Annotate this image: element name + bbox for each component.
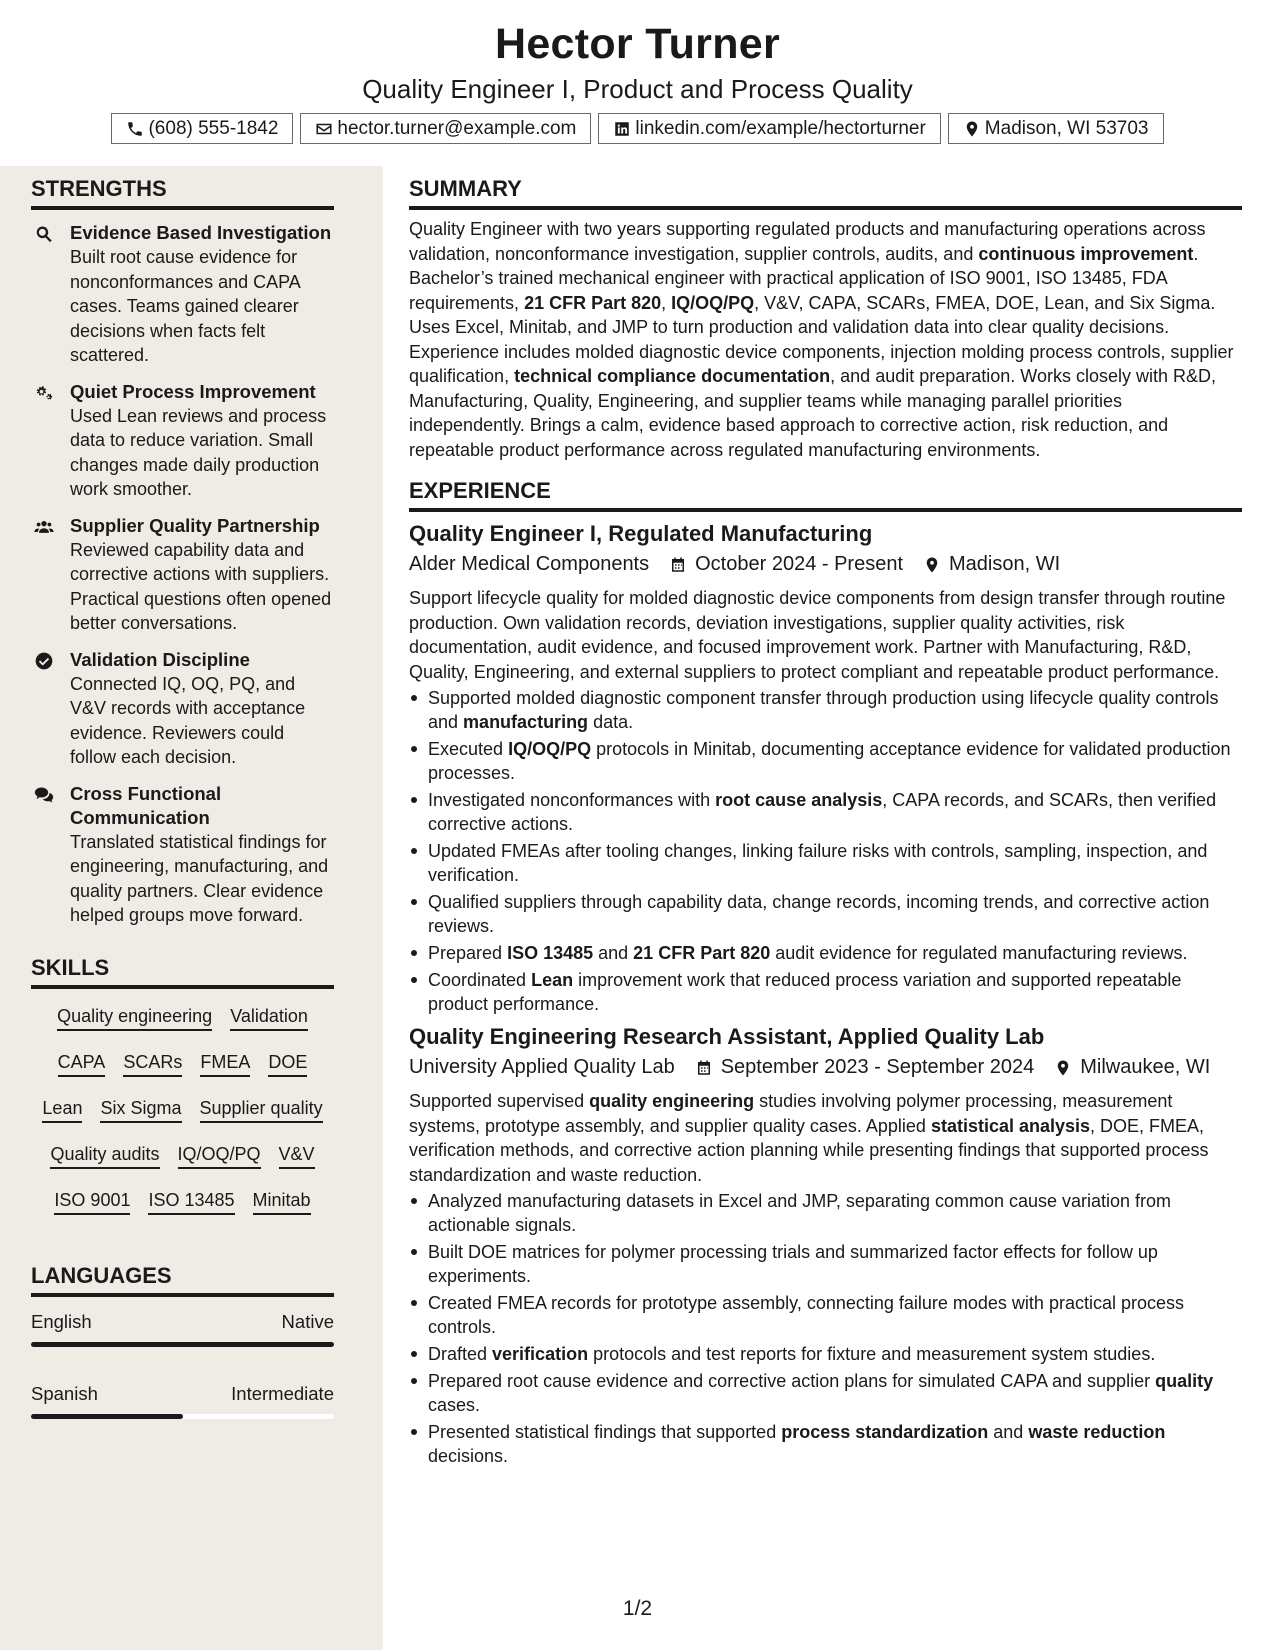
job-entry [409,1024,1242,1468]
linkedin-icon [613,120,631,138]
text-run: Analyzed manufacturing datasets in Excel and JMP, separating common cause variation from actionable signals. [428,1191,1172,1235]
bullet-item [409,1189,1242,1237]
bullet-item [409,890,1242,938]
contact-phone-text: (608) 555-1842 [148,117,279,139]
calendar-icon [695,1058,713,1078]
skill-tag: ISO 9001 [54,1189,130,1215]
text-run: Prepared root cause evidence and corrective action plans for simulated CAPA and supplier [428,1371,1156,1391]
language-proficiency-bar [31,1342,334,1347]
strength-description: Translated statistical findings for engineering, manufacturing, and quality partners. Clear evidence helped groups move forward. [70,831,329,925]
skill-tag: SCARs [123,1051,182,1077]
job-bullets [409,686,1242,1016]
contact-location-text: Madison, WI 53703 [984,117,1149,139]
language-item [31,1311,334,1347]
search-icon [33,224,55,244]
job-meta [409,553,1242,576]
skill-tag: Quality audits [50,1143,159,1169]
contact-linkedin-text: linkedin.com/example/hectorturner [635,117,926,139]
text-run: decisions. [428,1446,509,1466]
text-run: , [661,292,672,313]
bold-text: verification [492,1344,589,1364]
bold-text: IQ/OQ/PQ [508,739,592,759]
bold-text: 21 CFR Part 820 [633,943,771,963]
language-name: English [31,1311,92,1332]
strength-item [31,648,334,770]
skill-tag: V&V [279,1143,315,1169]
comments-icon [33,785,55,805]
bold-text: technical compliance documentation [514,366,831,386]
bold-text: ISO 13485 [507,943,594,963]
contact-email[interactable] [300,113,591,144]
calendar-icon [669,555,687,575]
text-run: studies involving polymer processing, measurement systems, prototype assembly, and supplier quality cases. Applied [409,1091,1173,1136]
bold-text: root cause analysis [715,790,883,810]
text-run: Executed [428,739,509,759]
job-description [409,1089,1242,1187]
bullet-item [409,1369,1242,1417]
strength-title: Quiet Process Improvement [70,380,316,402]
map-pin-icon [963,120,981,138]
bullet-item [409,968,1242,1016]
strength-item [31,380,334,502]
check-circle-icon [33,651,55,671]
text-run: Built DOE matrices for polymer processing trials and summarized factor effects for follow up experiments. [428,1242,1158,1286]
contact-email-text: hector.turner@example.com [337,117,577,139]
strength-title: Cross Functional Communication [70,782,222,828]
map-pin-icon [923,555,941,575]
phone-icon [126,120,144,138]
job-dates: October 2024 - Present [695,553,904,575]
job-meta [409,1056,1242,1079]
summary-heading: SUMMARY [409,176,1242,210]
text-run: protocols and test reports for fixture and measurement system studies. [588,1344,1156,1364]
strength-description: Built root cause evidence for nonconformances and CAPA cases. Teams gained clearer decisions when facts felt scattered. [70,247,300,365]
language-item [31,1383,334,1419]
bold-text: IQ/OQ/PQ [671,292,755,313]
strength-description: Used Lean reviews and process data to reduce variation. Small changes made daily production work smoother. [70,405,327,499]
language-proficiency-bar [31,1414,334,1419]
text-run: Qualified suppliers through capability data, change records, incoming trends, and corrective action reviews. [428,892,1210,936]
text-run: Supported molded diagnostic component transfer through production using lifecycle quality controls and [428,688,1219,732]
contact-linkedin[interactable] [598,113,940,144]
language-name: Spanish [31,1383,98,1404]
text-run: , and audit preparation. Works closely with R&D, Manufacturing, Quality, Engineering, and supplier teams while managing parallel priorities independently. Brings a calm, evidence based approach to corrective action, risk reduction, and repeatable product performance across regulated manufacturing environments. [409,366,1216,460]
job-entry [409,521,1242,1016]
job-location: Madison, WI [949,553,1061,575]
summary-text [409,217,1242,462]
strengths-section [31,176,334,928]
text-run: , V&V, CAPA, SCARs, FMEA, DOE, Lean, and Six Sigma. Uses Excel, Minitab, and JMP to turn production and validation data into clear quality decisions. Experience includes molded diagnostic device components, injection molding process controls, supplier qualification, [409,292,1234,386]
strengths-heading: STRENGTHS [31,176,334,210]
envelope-icon [315,120,333,138]
skills-list [31,1005,334,1215]
resume-header [0,0,1275,166]
languages-heading: LANGUAGES [31,1263,334,1297]
bold-text: manufacturing [463,712,589,732]
strength-title: Validation Discipline [70,648,250,670]
users-icon [33,517,55,537]
job-title: Quality Engineer I, Regulated Manufacturing [409,521,873,546]
strength-item [31,221,334,368]
skill-tag: ISO 13485 [148,1189,234,1215]
text-run: Supported supervised [409,1091,590,1111]
bold-text: quality engineering [589,1091,755,1111]
skill-tag: Supplier quality [200,1097,323,1123]
map-pin-icon [1054,1058,1072,1078]
sidebar [0,166,383,1650]
skill-tag: Quality engineering [57,1005,212,1031]
text-run: Presented statistical findings that supported [428,1422,782,1442]
bold-text: statistical analysis [930,1115,1091,1136]
bullet-item [409,839,1242,887]
language-proficiency-fill [31,1342,334,1347]
skills-section [31,955,334,1215]
skill-tag: IQ/OQ/PQ [178,1143,261,1169]
bullet-item [409,737,1242,785]
text-run: and [593,943,634,963]
job-title: Quality Engineering Research Assistant, Applied Quality Lab [409,1024,1045,1049]
job-company: University Applied Quality Lab [409,1056,675,1078]
job-location: Milwaukee, WI [1080,1056,1211,1078]
job-description [409,586,1242,684]
bullet-item [409,1291,1242,1339]
language-proficiency-fill [31,1414,183,1419]
main-content [383,166,1275,1650]
gears-icon [33,383,55,403]
skill-tag: Validation [230,1005,308,1031]
experience-heading: EXPERIENCE [409,478,1242,512]
skills-heading: SKILLS [31,955,334,989]
text-run: protocols in Minitab, documenting acceptance evidence for validated production processes. [428,739,1231,783]
page-number: 1/2 [622,1597,653,1620]
text-run: Updated FMEAs after tooling changes, linking failure risks with controls, sampling, inspection, and verification. [428,841,1208,885]
job-bullets [409,1189,1242,1468]
main-column [409,176,1242,1471]
bullet-item [409,941,1242,965]
bold-text: quality [1155,1371,1214,1391]
bold-text: 21 CFR Part 820 [524,292,662,313]
contact-location [948,113,1164,144]
text-run: , CAPA records, and SCARs, then verified corrective actions. [428,790,1217,834]
bold-text: process standardization [781,1422,989,1442]
text-run: improvement work that reduced process variation and supported repeatable product performance. [428,970,1182,1014]
strength-item [31,514,334,636]
strength-description: Connected IQ, OQ, PQ, and V&V records with acceptance evidence. Reviewers could follow each decision. [70,673,306,767]
job-company: Alder Medical Components [409,553,650,575]
job-dates: September 2023 - September 2024 [720,1056,1035,1078]
bullet-item [409,788,1242,836]
text-run: cases. [428,1395,481,1415]
text-run: . Bachelor’s trained mechanical engineer with practical application of ISO 9001, ISO 13485, FDA requirements, [409,243,1199,313]
strength-title: Supplier Quality Partnership [70,514,320,536]
skill-tag: CAPA [58,1051,106,1077]
text-run: data. [588,712,634,732]
text-run: Prepared [428,943,508,963]
bullet-item [409,1240,1242,1288]
language-level: Native [281,1311,334,1332]
languages-section [31,1263,334,1419]
strength-description: Reviewed capability data and corrective actions with suppliers. Practical questions often opened better conversations. [70,539,332,633]
text-run: audit evidence for regulated manufacturing reviews. [770,943,1188,963]
skill-tag: FMEA [200,1051,250,1077]
skill-tag: Lean [42,1097,82,1123]
bullet-item [409,1420,1242,1468]
candidate-title: Quality Engineer I, Product and Process Quality [362,74,913,104]
text-run: Quality Engineer with two years supporting regulated products and manufacturing operations across validation, nonconformance investigation, supplier controls, audits, and [409,219,1206,264]
strength-title: Evidence Based Investigation [70,222,332,243]
strength-item [31,782,334,928]
contact-bar [0,113,1275,144]
bold-text: continuous improvement [978,243,1194,264]
text-run: , DOE, FMEA, verification methods, and corrective action planning while presenting findings that supported process standardization and waste reduction. [409,1115,1209,1185]
text-run: Drafted [428,1344,493,1364]
bullet-item [409,1342,1242,1366]
text-run: Coordinated [428,970,532,990]
text-run: Investigated nonconformances with [428,790,716,810]
skill-tag: DOE [268,1051,307,1077]
skill-tag: Six Sigma [100,1097,181,1123]
text-run: Created FMEA records for prototype assembly, connecting failure modes with practical process controls. [428,1293,1184,1337]
skill-tag: Minitab [253,1189,311,1215]
language-level: Intermediate [231,1383,334,1404]
bullet-item [409,686,1242,734]
text-run: Support lifecycle quality for molded diagnostic device components from design transfer through routine production. Own validation records, deviation investigations, supplier quality activities, risk documentation, audit evidence, and focused improvement work. Partner with Manufacturing, R&D, Quality, Engineering, and external suppliers to protect compliant and repeatable product performance. [409,588,1226,682]
contact-phone[interactable] [111,113,293,144]
text-run: and [988,1422,1029,1442]
bold-text: Lean [531,970,574,990]
candidate-name: Hector Turner [494,20,781,68]
bold-text: waste reduction [1028,1422,1166,1442]
